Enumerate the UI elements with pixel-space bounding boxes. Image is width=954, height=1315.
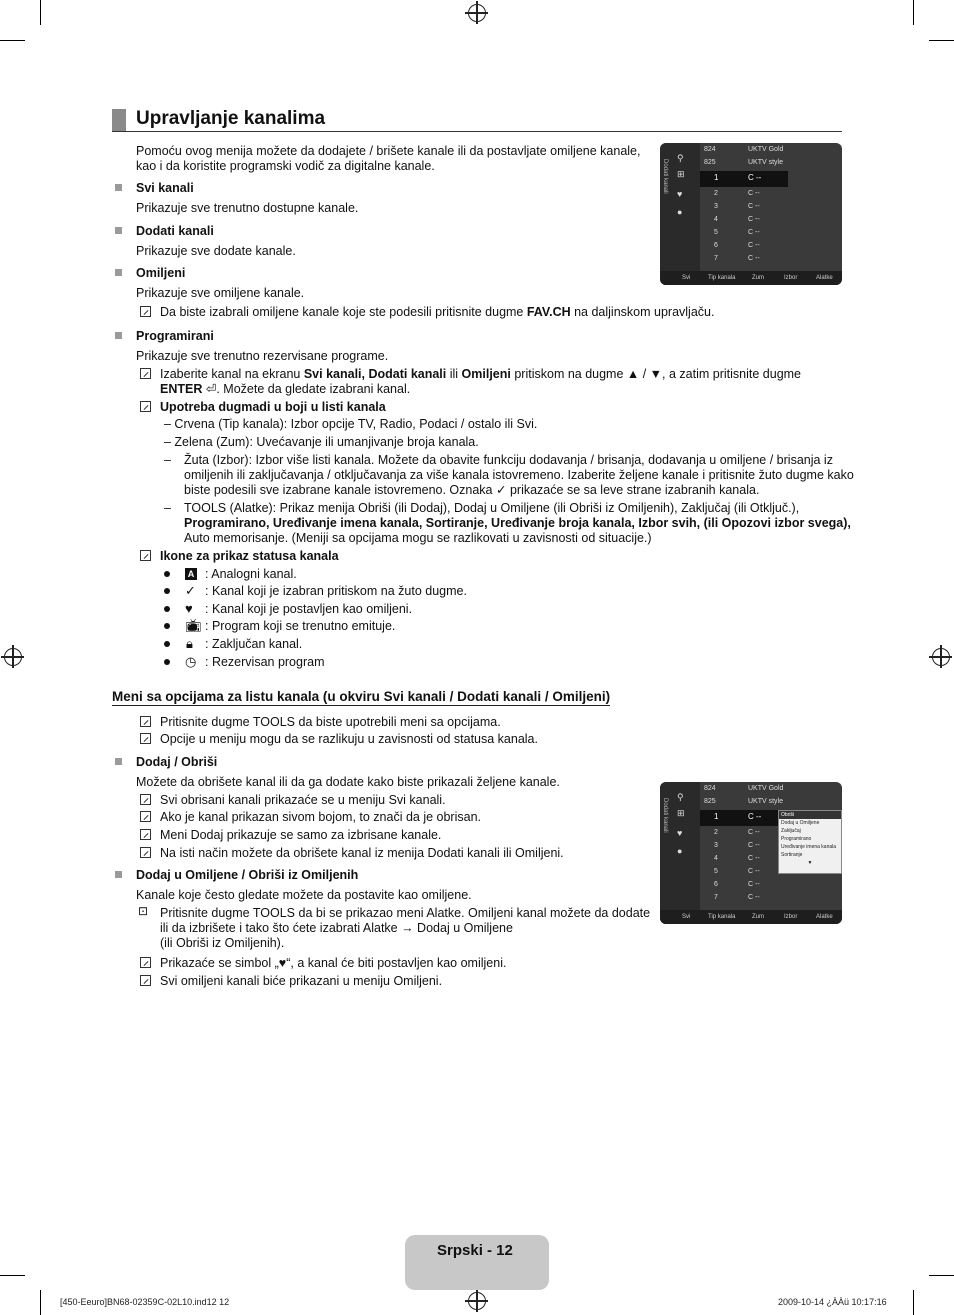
- dodaj-note-2: Ako je kanal prikazan sivom bojom, to znači da je obrisan.: [160, 810, 481, 824]
- screen-row-name: C --: [748, 855, 760, 862]
- popup-item[interactable]: Zaključaj: [781, 828, 801, 834]
- screen-row-selected: 1 C --: [700, 171, 788, 187]
- crop-mark: [40, 0, 41, 25]
- heading-dodati-kanali: Dodati kanali: [136, 224, 214, 238]
- checkmark-icon: ✓: [185, 583, 196, 598]
- omiljeni-text: Prikazuje sve omiljene kanale.: [136, 286, 305, 300]
- note-icon: [140, 550, 151, 561]
- screen-row-name: C --: [748, 842, 760, 849]
- heart-icon: ♥: [185, 601, 193, 616]
- bullet-dot: [164, 623, 170, 629]
- screen-row-name: C --: [748, 881, 760, 888]
- omiljene-note-1: Prikazaće se simbol „♥“, a kanal će biti postavljen kao omiljeni.: [160, 956, 507, 970]
- crop-mark: [929, 1275, 954, 1276]
- programirani-note-3: Ikone za prikaz statusa kanala: [160, 549, 339, 563]
- tv-screen-channel-list: [660, 143, 842, 285]
- icon-desc: : Kanal koji je izabran pritiskom na žuto dugme.: [205, 584, 467, 598]
- screen-row-num: 2: [714, 829, 718, 836]
- note-icon: [140, 368, 151, 379]
- page-number: Srpski - 12: [437, 1242, 513, 1259]
- clock-icon: ●: [677, 207, 683, 217]
- note-icon: [140, 957, 151, 968]
- screen-footer: Svi Tip kanala Zum Izbor Alatke: [660, 271, 842, 285]
- screen-row-num: 6: [714, 881, 718, 888]
- screen-row-num: 6: [714, 242, 718, 249]
- antenna-icon: ⚲: [677, 153, 684, 163]
- screen-row-name: C --: [748, 203, 760, 210]
- omiljene-tools-1: Pritisnite dugme TOOLS da bi se prikazao meni Alatke. Omiljeni kanal možete da dodate: [160, 906, 651, 920]
- page-title: Upravljanje kanalima: [136, 108, 326, 129]
- red-button-line: – Crvena (Tip kanala): Izbor opcije TV, Radio, Podaci / ostalo ili Svi.: [164, 417, 538, 431]
- bullet-dot: [164, 606, 170, 612]
- heading-svi-kanali: Svi kanali: [136, 181, 194, 195]
- screen-row-num: 4: [714, 216, 718, 223]
- add-icon: ⊞: [677, 169, 685, 179]
- yellow-button-line-3: biste podesili sve izabrane kanale istovremeno. Oznaka ✓ prikazaće se sa leve strane izabranih kanala.: [184, 483, 760, 497]
- bullet-square-icon: [115, 227, 122, 234]
- icon-desc: : Rezervisan program: [205, 655, 325, 669]
- screen-footer: Svi Tip kanala Zum Izbor Alatke: [660, 910, 842, 924]
- crop-mark: [0, 1275, 25, 1276]
- crop-mark: [913, 0, 914, 25]
- dodaj-note-4: Na isti način možete da obrišete kanal iz menija Dodati kanali ili Omiljeni.: [160, 846, 564, 860]
- heart-icon: ♥: [677, 189, 683, 199]
- tv-screen-options-menu: [660, 782, 842, 924]
- note-icon: [140, 401, 151, 412]
- registration-mark-icon: [4, 648, 22, 666]
- crop-mark: [0, 40, 25, 41]
- dodaj-note-3: Meni Dodaj prikazuje se samo za izbrisane kanale.: [160, 828, 442, 842]
- screen-row-name: C --: [748, 229, 760, 236]
- screen-row-num: 824: [704, 146, 716, 153]
- screen-row-selected: 1 C --: [700, 810, 788, 826]
- bullet-square-icon: [115, 871, 122, 878]
- popup-item[interactable]: Uređivanje imena kanala: [781, 844, 837, 850]
- screen-row-name: UKTV Gold: [748, 146, 784, 153]
- clock-icon: ◷: [185, 654, 197, 669]
- note-icon: [140, 794, 151, 805]
- bullet-dot: [164, 641, 170, 647]
- heading-omiljeni: Omiljeni: [136, 266, 186, 280]
- tools-popup-menu: [778, 810, 842, 874]
- bullet-square-icon: [115, 332, 122, 339]
- programirani-text: Prikazuje sve trenutno rezervisane programe.: [136, 349, 389, 363]
- yellow-button-line-2: omiljenih ili zaključavanja / otključavanja za više kanala istovremeno. Izaberite željene kanale i pritisnite žuto dugme kako: [184, 468, 854, 482]
- note-icon: [140, 811, 151, 822]
- omiljene-tools-3: (ili Obriši iz Omiljenih).: [160, 936, 285, 950]
- dodaj-note-1: Svi obrisani kanali prikazaće se u meniju Svi kanali.: [160, 793, 446, 807]
- icon-desc: : Analogni kanal.: [205, 567, 297, 581]
- screen-side-label: Dodati kanali: [662, 798, 668, 833]
- registration-mark-icon: [468, 4, 486, 22]
- note-icon: [140, 733, 151, 744]
- screen-row-num: 7: [714, 894, 718, 901]
- dodati-kanali-text: Prikazuje sve dodate kanale.: [136, 244, 296, 258]
- title-accent-bar: [112, 109, 126, 131]
- screen-row-num: 824: [704, 785, 716, 792]
- icon-desc: : Program koji se trenutno emituje.: [205, 619, 396, 633]
- tools-icon: ⊡: [138, 904, 149, 918]
- popup-item[interactable]: Programirano: [781, 836, 812, 842]
- screen-row-num: 2: [714, 190, 718, 197]
- screen-row-name: C --: [748, 255, 760, 262]
- print-footer-left: [450-Eeuro]BN68-02359C-02L10.ind12 12: [60, 1297, 230, 1307]
- tools-line-1: TOOLS (Alatke): Prikaz menija Obriši (ili Dodaj), Dodaj u Omiljene (ili Obriši iz Omiljenih), Zaključaj (ili Otključ.),: [184, 501, 800, 515]
- screen-row-name: C --: [748, 829, 760, 836]
- screen-row-name: C --: [748, 868, 760, 875]
- bullet-square-icon: [115, 269, 122, 276]
- omiljene-note-2: Svi omiljeni kanali biće prikazani u meniju Omiljeni.: [160, 974, 443, 988]
- screen-row-name: UKTV style: [748, 159, 784, 166]
- note-icon: [140, 306, 151, 317]
- bullet-dot: [164, 571, 170, 577]
- bullet-dot: [164, 659, 170, 665]
- lock-icon: 🔒︎: [186, 636, 193, 651]
- omiljeni-note: Da biste izabrali omiljene kanale koje ste podesili pritisnite dugme FAV.CH na daljinskom upravljaču.: [160, 305, 715, 319]
- screen-row-name: C --: [748, 216, 760, 223]
- checkmark-icon: ✓: [496, 483, 507, 497]
- heart-icon: ♥: [677, 828, 683, 838]
- tools-line-3: Auto memorisanje. (Meniji sa opcijama mogu se razlikovati u zavisnosti od situacije.): [184, 531, 652, 545]
- note-icon: [140, 847, 151, 858]
- crop-mark: [40, 1290, 41, 1315]
- enter-icon: ⏎: [205, 382, 217, 396]
- screen-side-label: Dodati kanali: [662, 159, 668, 194]
- svi-kanali-text: Prikazuje sve trenutno dostupne kanale.: [136, 201, 359, 215]
- add-icon: ⊞: [677, 808, 685, 818]
- omiljene-tools-2: ili da izbrišete i tako što ćete izabrati Alatke → Dodaj u Omiljene: [160, 921, 513, 935]
- screen-row-num: 7: [714, 255, 718, 262]
- registration-mark-icon: [468, 1292, 486, 1310]
- bullet-dot: [164, 588, 170, 594]
- screen-row-num: 825: [704, 798, 716, 805]
- clock-icon: ●: [677, 846, 683, 856]
- crop-mark: [929, 40, 954, 41]
- intro-line: Pomoću ovog menija možete da dodajete / brišete kanale ili da postavljate omiljene kanale,: [136, 144, 641, 158]
- popup-item[interactable]: Dodaj u Omiljene: [781, 820, 820, 826]
- programirani-note-1: Izaberite kanal na ekranu Svi kanali, Dodati kanali ili Omiljeni pritiskom na dugme ▲ / ▼, a zatim pritisnite dugme: [160, 367, 802, 381]
- heading-dodaj-omiljene: Dodaj u Omiljene / Obriši iz Omiljenih: [136, 868, 359, 882]
- note-icon: [140, 716, 151, 727]
- screen-row-name: C --: [748, 242, 760, 249]
- popup-scroll-down-icon[interactable]: ▼: [807, 860, 813, 866]
- bullet-square-icon: [115, 184, 122, 191]
- screen-row-num: 3: [714, 203, 718, 210]
- crop-mark: [913, 1290, 914, 1315]
- heading-programirani: Programirani: [136, 329, 214, 343]
- registration-mark-icon: [932, 648, 950, 666]
- omiljene-text: Kanale koje često gledate možete da postavite kao omiljene.: [136, 888, 472, 902]
- bullet-square-icon: [115, 758, 122, 765]
- tv-icon: 📺︎: [185, 618, 202, 633]
- note-icon: [140, 975, 151, 986]
- section2-note-1: Pritisnite dugme TOOLS da biste upotrebili meni sa opcijama.: [160, 715, 501, 729]
- yellow-button-line-1: Žuta (Izbor): Izbor više listi kanala. Možete da obavite funkciju dodavanja / brisanja, dodavanja u omiljene / brisanja iz: [184, 453, 833, 467]
- print-footer-right: 2009-10-14 ¿ÀÀü 10:17:16: [778, 1297, 887, 1307]
- screen-row-num: 5: [714, 229, 718, 236]
- screen-row-name: C --: [748, 894, 760, 901]
- screen-row-num: 4: [714, 855, 718, 862]
- section2-note-2: Opcije u meniju mogu da se razlikuju u zavisnosti od statusa kanala.: [160, 732, 538, 746]
- screen-row-name: UKTV Gold: [748, 785, 784, 792]
- antenna-icon: ⚲: [677, 792, 684, 802]
- icon-desc: : Kanal koji je postavljen kao omiljeni.: [205, 602, 413, 616]
- dash: –: [164, 453, 171, 467]
- tools-line-2: Programirano, Uređivanje imena kanala, Sortiranje, Uređivanje broja kanala, Izbor svih, (ili Opozovi izbor svega),: [184, 516, 851, 530]
- title-rule: [112, 131, 842, 132]
- heading-dodaj-obrisi: Dodaj / Obriši: [136, 755, 218, 769]
- section-heading: Meni sa opcijama za listu kanala (u okviru Svi kanali / Dodati kanali / Omiljeni): [112, 689, 611, 704]
- green-button-line: – Zelena (Zum): Uvećavanje ili umanjivanje broja kanala.: [164, 435, 479, 449]
- programirani-note-1-cont: ENTER ⏎. Možete da gledate izabrani kanal.: [160, 382, 411, 396]
- analog-channel-icon: A: [185, 568, 197, 580]
- screen-row-num: 3: [714, 842, 718, 849]
- screen-row-name: UKTV style: [748, 798, 784, 805]
- dodaj-text: Možete da obrišete kanal ili da ga dodate kako biste prikazali željene kanale.: [136, 775, 560, 789]
- screen-row-num: 825: [704, 159, 716, 166]
- screen-row-num: 5: [714, 868, 718, 875]
- programirani-note-2: Upotreba dugmadi u boji u listi kanala: [160, 400, 386, 414]
- screen-row-name: C --: [748, 190, 760, 197]
- popup-item[interactable]: Sortiranje: [781, 852, 803, 858]
- dash: –: [164, 501, 171, 515]
- intro-line: kao i da koristite programski vodič za digitalne kanale.: [136, 159, 435, 173]
- popup-item[interactable]: Obriši: [779, 811, 841, 819]
- icon-desc: : Zaključan kanal.: [205, 637, 303, 651]
- note-icon: [140, 829, 151, 840]
